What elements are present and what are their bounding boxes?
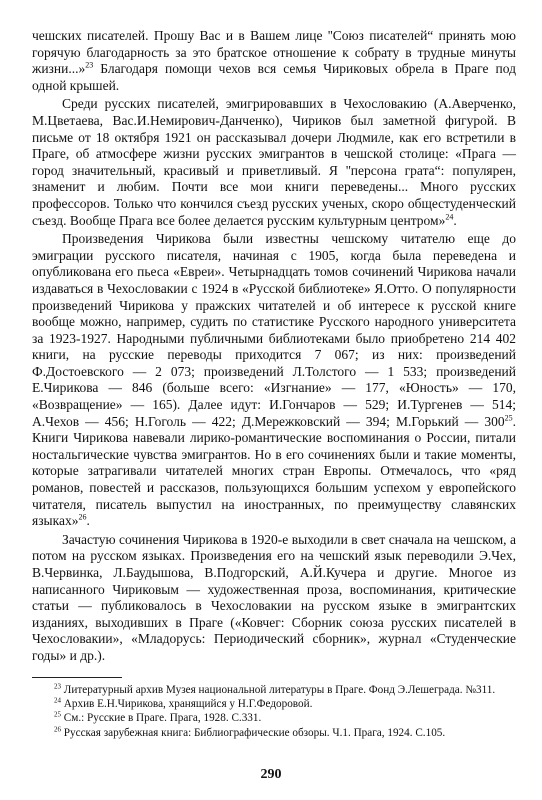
footnote-ref-23[interactable]: 23	[85, 60, 94, 70]
footnote-ref-26[interactable]: 26	[78, 512, 87, 522]
page-number: 290	[260, 767, 282, 782]
footnote-divider	[32, 677, 122, 678]
page-body	[32, 28, 516, 741]
paragraph-3: Произведения Чирикова были известны чешскому читателю еще до эмиграции русского писателя, начиная с 1905, когда была переведена и опубликована его пьеса «Евреи». Четырнадцать томов сочинений Чирикова начали издаваться в Чехословакии с 1924 в «Русской библиотеке» Я.Отто. О популярности произведений Чирикова у пражских читателей и об интересе к русской книге вообще можно, например, судить по статистике Русского народного университета за 1923-1927. Народными публичными библиотеками было приобретено 214 402 книги, на русские переводы приходится 7 067; из них: произведений Ф.Достоевского — 2 073; произведений Л.Толстого — 1 533; произведений Е.Чирикова — 846 (больше всего: «Изгнание» — 177, «Юность» — 170, «Возвращение» — 165). Далее идут: И.Гончаров — 529; И.Тургенев — 514; А.Чехов — 456; Н.Гоголь — 422; Д.Мережковский — 394; М.Горький — $300^{25}$. Книги Чирикова навевали лирико-романтические воспоминания о России, питали ностальгические чувства эмигрантов. Но в его сочинениях были и такие моменты, которые затрагивали читателей многих стран Европы. Отмечалось, что «ряд романов, повестей и рассказов, пользующихся большим успехом у европейского читателя, писатель выпустил на иностранных, по преимуществу славянских языках»$^{26}$.	[32, 231, 516, 529]
footnote-ref-24[interactable]: 24	[445, 212, 454, 222]
footnote-26: $^{26}$ Русская зарубежная книга: Библиографические обзоры. Ч.1. Прага, 1924. С.105.	[54, 725, 446, 739]
footnote-25: $^{25}$ См.: Русские в Праге. Прага, 1928. С.331.	[54, 710, 262, 725]
paragraph-1: чешских писателей. Прошу Вас и в Вашем лице ''Союз писателей“ принять мою горячую благодарность за это братское отношение к собрату в трудные минуты жизни...»$^{23}$ Благодаря помощи чехов вся семья Чириковых обрела в Праге под одной крышей.	[32, 28, 516, 93]
paragraph-4: Зачастую сочинения Чирикова в 1920-е выходили в свет сначала на чешском, а потом на русском языках. Произведения его на чешский язык переводили Э.Чех, В.Червинка, Л.Баудышова, В.Подгорский, А.Й.Кучера и другие. Многое из написанного Чириковым — художественная проза, воспоминания, критические статьи — публиковалось в Чехословакии на русском языке в эмигрантских изданиях, выходивших в Праге («Ковчег: Сборник союза русских писателей в Чехословакии», «Младорусь: Периодический сборник», журнал «Студенческие годы» и др.).	[32, 531, 516, 663]
footnote-23: $^{23}$ Литературный архив Музея национальной литературы в Праге. Фонд Э.Лешеграда. №311.	[54, 681, 496, 696]
paragraph-2: Среди русских писателей, эмигрировавших в Чехословакию (А.Аверченко, М.Цветаева, Вас.И.Немирович-Данченко), Чириков был заметной фигурой. В письме от 18 октября 1921 он рассказывал дочери Людмиле, как его встретили в Праге, об атмосфере жизни русских эмигрантов в чешской столице: «Прага — город значительный, красивый и приветливый. Я ''персона грата“: популярен, знаменит и любим. Почти все мои книги переведены... Много русских профессоров. Только что кончился съезд русских ученых, скоро общестуденческий съезд. Вообще Прага все более делается русским культурным центром»$^{24}$.	[32, 96, 516, 228]
footnote-24: $^{24}$ Архив Е.Н.Чирикова, хранящийся у Н.Г.Федоровой.	[54, 696, 313, 710]
footnote-ref-25[interactable]: 25	[504, 413, 513, 423]
